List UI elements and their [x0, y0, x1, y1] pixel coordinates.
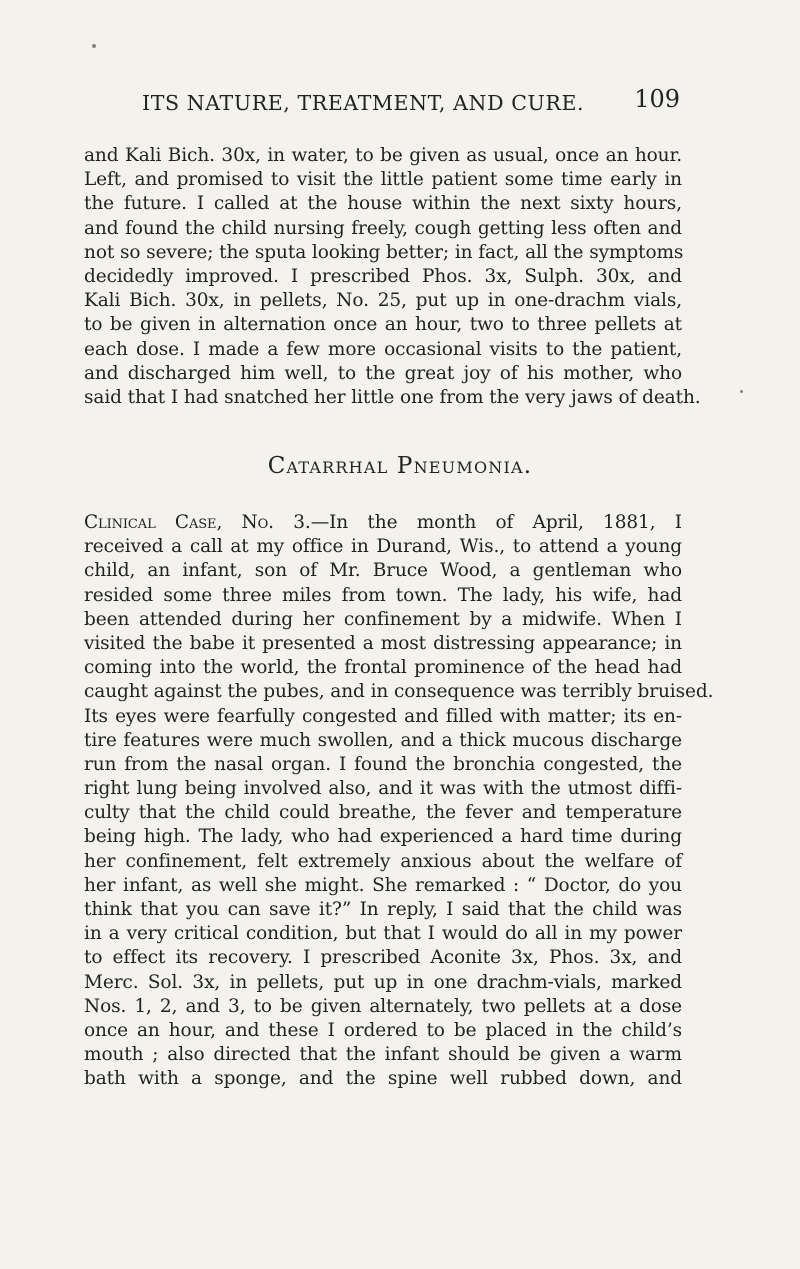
- text-line: Left, and promised to visit the little patient some time early in: [84, 169, 682, 191]
- text-line: tire features were much swollen, and a thick mucous discharge: [84, 729, 682, 751]
- text-line: the future. I called at the house within the next sixty hours,: [84, 193, 682, 215]
- text-line: think that you can save it?” In reply, I said that the child was: [84, 899, 682, 920]
- text-line: being high. The lady, who had experienced a hard time during: [84, 826, 682, 848]
- running-header: [142, 85, 680, 116]
- page-number: 109: [634, 85, 680, 113]
- text-line: coming into the world, the frontal prominence of the head had: [84, 657, 682, 679]
- text-line: run from the nasal organ. I found the bronchia congested, the: [84, 753, 682, 775]
- case-label: Clinical Case, No. 3.: [84, 512, 311, 533]
- text-line: caught against the pubes, and in consequence was terribly bruised.: [84, 681, 714, 703]
- text-line: visited the babe it presented a most distressing appearance; in: [84, 632, 682, 654]
- text-line: said that I had snatched her little one from the very jaws of death.: [84, 386, 701, 408]
- text-line: Nos. 1, 2, and 3, to be given alternately, two pellets at a dose: [84, 995, 682, 1017]
- text-line: and found the child nursing freely, cough getting less often and: [84, 217, 682, 239]
- text-line: child, an infant, son of Mr. Bruce Wood, a gentleman who: [84, 560, 682, 582]
- text-line: mouth ; also directed that the infant should be given a warm: [84, 1044, 682, 1066]
- text-line: received a call at my office in Durand, Wis., to attend a young: [84, 536, 682, 558]
- paragraph-2: [84, 511, 714, 1092]
- text-line: Merc. Sol. 3x, in pellets, put up in one drachm-vials, marked: [84, 971, 682, 993]
- text-line: right lung being involved also, and it was with the utmost diffi-: [84, 778, 682, 800]
- section-heading: Catarrhal Pneumonia.: [267, 453, 533, 479]
- text-line: and Kali Bich. 30x, in water, to be given as usual, once an hour.: [84, 145, 682, 166]
- text-line: Kali Bich. 30x, in pellets, No. 25, put up in one-drachm vials,: [84, 290, 682, 312]
- text-line: and discharged him well, to the great joy of his mother, who: [84, 362, 682, 384]
- paragraph-1: [84, 144, 701, 410]
- text-line: to effect its recovery. I prescribed Aconite 3x, Phos. 3x, and: [84, 947, 682, 969]
- ink-speck: [92, 44, 96, 48]
- text-line: Its eyes were fearfully congested and filled with matter; its en-: [84, 705, 682, 727]
- text-line: resided some three miles from town. The lady, his wife, had: [84, 584, 682, 606]
- text-line-first: [84, 511, 682, 535]
- text-line: bath with a sponge, and the spine well rubbed down, and: [84, 1068, 682, 1090]
- text-line: in a very critical condition, but that I would do all in my power: [84, 923, 682, 945]
- text-line: decidedly improved. I prescribed Phos. 3x, Sulph. 30x, and: [84, 265, 682, 287]
- ink-speck: [740, 390, 743, 393]
- text-line: her confinement, felt extremely anxious about the welfare of: [84, 850, 682, 872]
- text-line: her infant, as well she might. She remarked : “ Doctor, do you: [84, 874, 682, 896]
- text-line: culty that the child could breathe, the fever and temperature: [84, 802, 682, 824]
- first-line-text: —In the month of April, 1881, I: [310, 512, 682, 533]
- running-title: ITS NATURE, TREATMENT, AND CURE.: [142, 91, 585, 115]
- text-line: been attended during her confinement by a midwife. When I: [84, 608, 682, 630]
- text-line: to be given in alternation once an hour, two to three pellets at: [84, 314, 682, 336]
- text-line: not so severe; the sputa looking better; in fact, all the symptoms: [84, 241, 684, 263]
- text-line: each dose. I made a few more occasional visits to the patient,: [84, 338, 682, 360]
- text-line: once an hour, and these I ordered to be placed in the child’s: [84, 1019, 682, 1041]
